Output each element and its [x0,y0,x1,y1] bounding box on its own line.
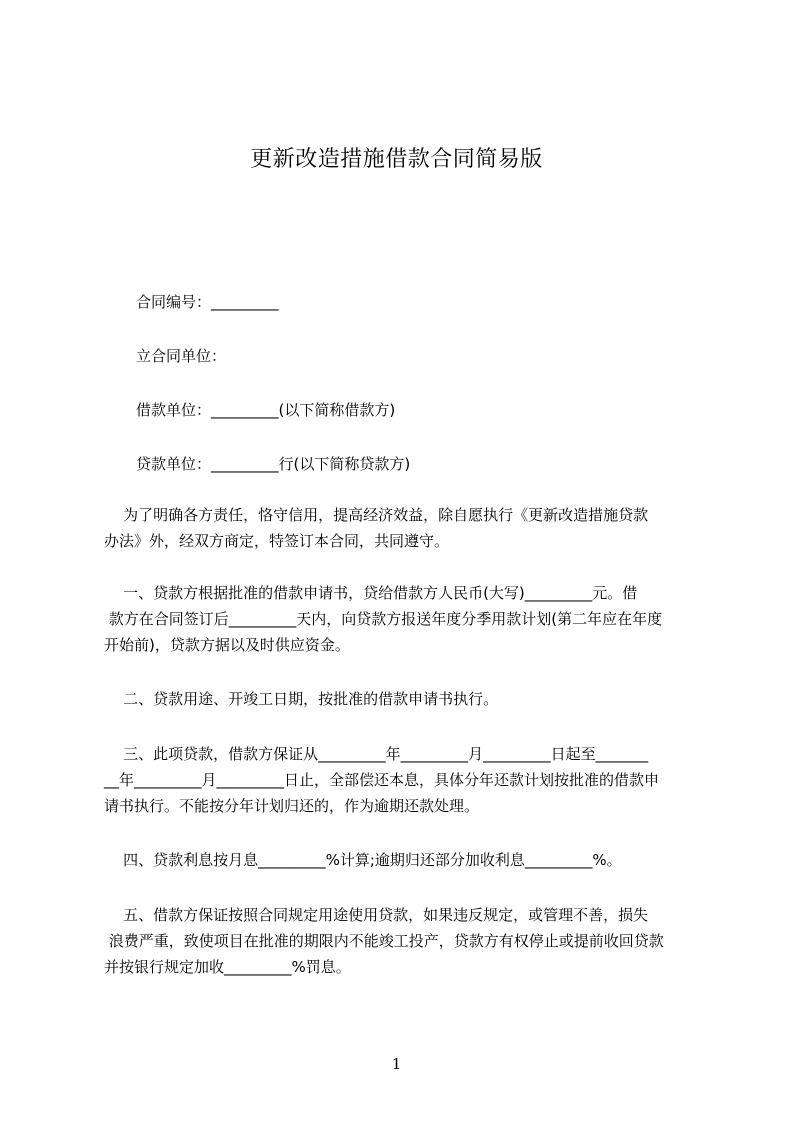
paragraph-line: __年_________月_________日止，全部偿还本息，具体分年还款计划按批准的借款申 [104,771,660,789]
paragraph-line: 五、借款方保证按照合同规定用途使用贷款，如果违反规定，或管理不善，损失 [104,906,649,924]
paragraph-line: 款方在合同签订后_________天内，向贷款方报送年度分季用款计划(第二年应在年度 [104,610,663,628]
paragraph-line: 开始前)，贷款方据以及时供应资金。 [104,636,350,654]
document-title: 更新改造措施借款合同简易版 [250,147,543,172]
paragraph-line: 浪费严重，致使项目在批准的期限内不能竣工投产，贷款方有权停止或提前收回贷款 [104,932,664,950]
paragraph-line: 办法》外，经双方商定，特签订本合同，共同遵守。 [104,532,450,550]
paragraph-line: 一、贷款方根据批准的借款申请书，贷给借款方人民币(大写)_________元。借 [104,584,638,602]
paragraph-line: 四、贷款利息按月息_________%计算;逾期归还部分加收利息_________%。 [104,851,622,869]
paragraph-line: 三、此项贷款，借款方保证从_________年_________月_________日起至_______ [104,745,649,763]
paragraph-line: 为了明确各方责任，恪守信用，提高经济效益，除自愿执行《更新改造措施贷款 [104,506,649,524]
clause-3 [104,741,704,819]
paragraph-line: 请书执行。不能按分年计划归还的，作为逾期还款处理。 [104,797,480,815]
borrower-field: 借款单位：_________(以下简称借款方) [136,401,396,419]
contracting-parties-label: 立合同单位： [136,347,227,365]
contract-number-field: 合同编号：_________ [136,293,279,311]
intro-paragraph [104,502,704,554]
page-number: 1 [391,1055,402,1073]
clause-5 [104,902,704,980]
clause-1 [104,580,704,658]
lender-field: 贷款单位：_________行(以下简称贷款方) [136,455,411,473]
clause-4 [104,847,704,873]
clause-2 [104,686,704,712]
paragraph-line: 并按银行规定加收_________%罚息。 [104,958,351,976]
paragraph-line: 二、贷款用途、开竣工日期，按批准的借款申请书执行。 [104,690,499,708]
